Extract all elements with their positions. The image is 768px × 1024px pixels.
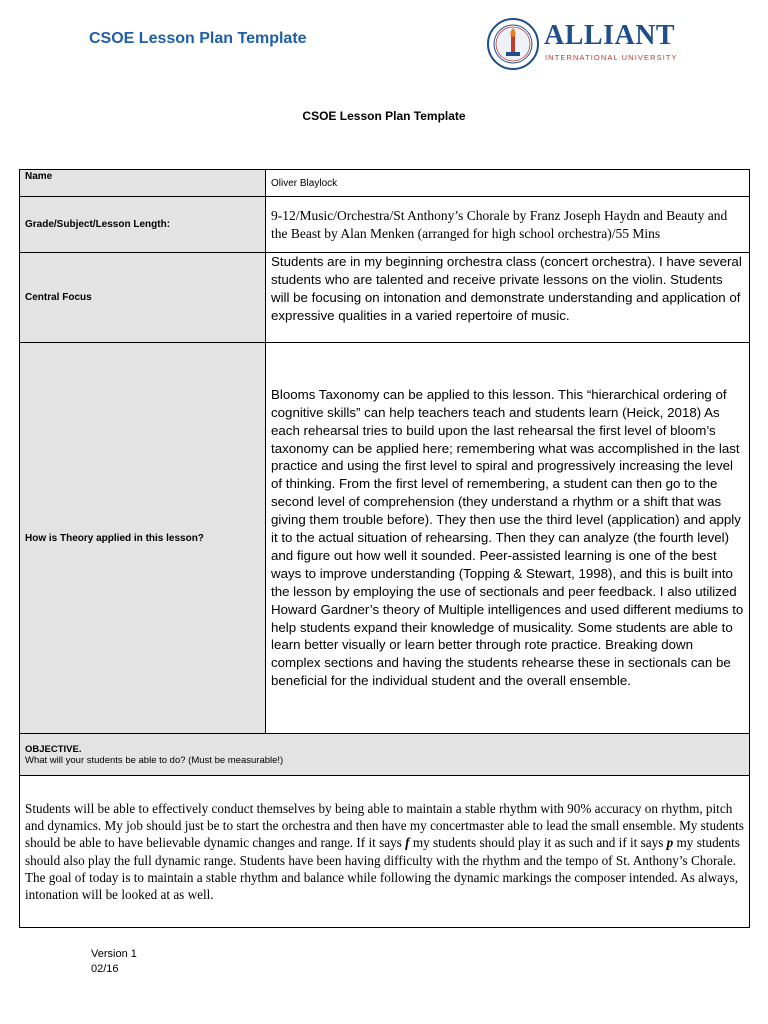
objective-prompt: What will your students be able to do? (Must be measurable!)	[25, 754, 284, 766]
objective-heading: OBJECTIVE.	[25, 743, 82, 755]
central-focus-value: Students are in my beginning orchestra class (concert orchestra). I have several students who are talented and receive private lessons on the violin. Students will be focusing on intonation and demonstrate understanding and application of expressive qualities in a varied repertoire of music.	[266, 253, 750, 343]
header-title: CSOE Lesson Plan Template	[89, 30, 307, 47]
alliant-logo	[487, 18, 692, 74]
university-seal-icon	[487, 18, 539, 70]
logo-subtitle: INTERNATIONAL UNIVERSITY	[545, 53, 678, 62]
document-title: CSOE Lesson Plan Template	[302, 109, 466, 123]
table-row	[20, 170, 750, 197]
table-row	[20, 253, 750, 343]
objective-body	[20, 776, 750, 928]
footer-version: Version 1	[91, 948, 137, 960]
footer-date: 02/16	[91, 963, 119, 975]
grade-label: Grade/Subject/Lesson Length:	[20, 197, 266, 253]
logo-wordmark: ALLIANT	[544, 20, 676, 51]
lesson-plan-table	[19, 169, 750, 928]
objective-text-part2: my students should play it as such and if it says	[409, 835, 667, 851]
footer	[91, 947, 137, 977]
objective-header-row	[20, 734, 750, 776]
theory-label: How is Theory applied in this lesson?	[20, 343, 266, 734]
objective-body-row	[20, 776, 750, 928]
dynamic-mark-piano: p	[666, 835, 674, 851]
name-value: Oliver Blaylock	[266, 170, 750, 197]
table-row	[20, 343, 750, 734]
theory-value: Blooms Taxonomy can be applied to this lesson. This “hierarchical ordering of cognitive skills” can help teachers teach and students learn (Heick, 2018) As each rehearsal tries to build upon the last rehearsal the first level of bloom’s taxonomy can be applied here; remembering what was accomplished in the last practice and using the first level to spiral and progressively increasing the level of thinking. From the first level of remembering, a student can then go to the second level of comprehension (they understand a rhythm or a shift that was giving them trouble before). They then use the third level (application) and apply it to the actual situation of rehearsing. Then they can analyze (the fourth level) and figure out how well it sounded. Peer-assisted learning is one of the best ways to improve understanding (Topping & Stewart, 1998), and this is built into the lesson by employing the use of sectionals and peer feedback. I also utilized Howard Gardner’s theory of Multiple intelligences and used different mediums to help students expand their knowledge of musicality. Some students are able to learn better visually or learn better through rote practice. Breaking down complex sections and having the students rehearse these in sectionals can be beneficial for the individual student and the overall ensemble.	[266, 343, 750, 734]
objective-text-part1: Students will be able to effectively conduct themselves by being able to maintain a stable rhythm with 90% accuracy on rhythm, pitch and dynamics. My job should just be to start the orchestra and then have my concertmaster able to lead the small ensemble. My students should be able to have believable dynamic changes and range. If it says	[25, 801, 744, 851]
dynamic-mark-forte: f	[405, 835, 410, 851]
name-label: Name	[20, 170, 266, 197]
central-focus-label: Central Focus	[20, 253, 266, 343]
objective-text-part3: my students should also play the full dynamic range. Students have been having difficulty with the rhythm and the tempo of St. Anthony’s Chorale. The goal of today is to maintain a stable rhythm and balance while following the dynamic markings the composer intended. As always, intonation will be looked at as well.	[25, 835, 740, 902]
table-row	[20, 197, 750, 253]
objective-header	[20, 734, 750, 776]
grade-value: 9-12/Music/Orchestra/St Anthony’s Chorale by Franz Joseph Haydn and Beauty and the Beast by Alan Menken (arranged for high school orchestra)/55 Mins	[266, 197, 750, 253]
